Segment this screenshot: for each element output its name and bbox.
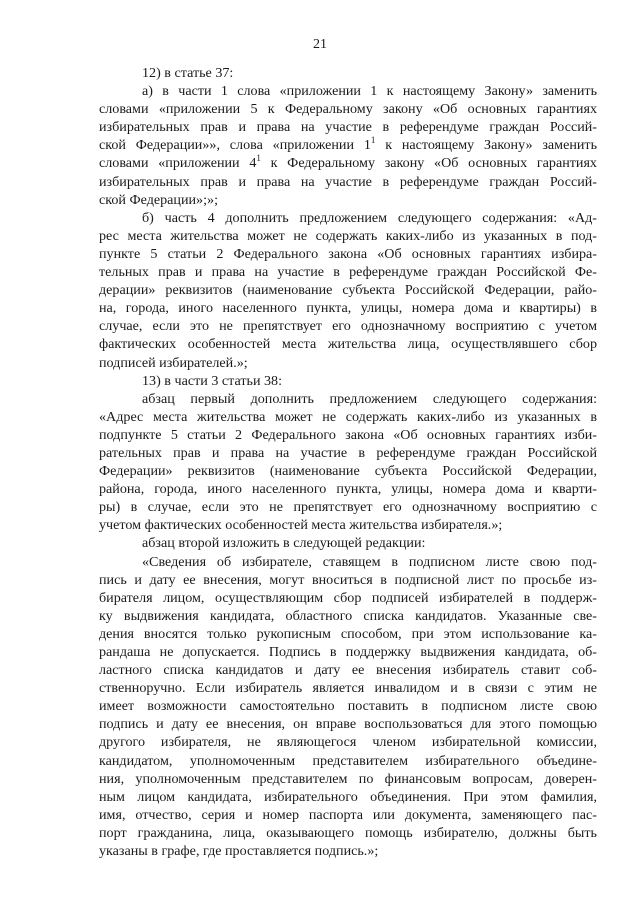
text-line: пись и дату ее внесения, могут вноситься в подписной лист по просьбе из- xyxy=(99,571,597,588)
text-line: «Адрес места жительства может не содержать каких-либо из указанных в xyxy=(99,408,597,425)
text-fragment: к настоящему Закону» заменить xyxy=(375,137,597,154)
text-line: «Сведения об избирателе, ставящем в подписном листе свою под- xyxy=(142,553,597,570)
text-line: абзац первый дополнить предложением следующего содержания: xyxy=(142,390,597,407)
text-line: случае, если это не препятствует его однозначному восприятию с учетом xyxy=(99,318,597,335)
page-number: 21 xyxy=(313,37,327,52)
paragraph-subitem-a xyxy=(99,82,597,209)
text-line: ской Федерации»;»; xyxy=(99,191,218,208)
text-line-with-superscript xyxy=(99,154,597,172)
text-line: избирательных прав и права на участие в референдуме граждан Россий- xyxy=(99,119,597,136)
superscript: 1 xyxy=(370,136,376,146)
text-line: дерации» реквизитов (наименование субъекта Российской Федерации, райо- xyxy=(99,282,597,299)
text-line: другого избирателя, не являющегося членом избирательной комиссии, xyxy=(99,734,597,751)
text-fragment: ской Федерации»», слова «приложении 1 xyxy=(99,137,371,154)
text-line: имя, отчество, серия и номер паспорта или документа, заменяющего пас- xyxy=(99,806,597,823)
text-line: указаны в графе, где проставляется подпись.»; xyxy=(99,843,379,860)
text-line: ластного списка кандидатов и дату ее внесения избиратель ставит соб- xyxy=(99,662,597,679)
text-line: 12) в статье 37: xyxy=(142,65,234,81)
text-line: словами «приложении 5 к Федеральному закону «Об основных гарантиях xyxy=(99,101,597,118)
text-line: имеет возможности самостоятельно поставить в подписном листе свою xyxy=(99,698,597,715)
text-line: пункте 5 статьи 2 Федерального закона «Об основных гарантиях избира- xyxy=(99,245,597,262)
text-line: ры) в случае, если это не препятствует его однозначному восприятию с xyxy=(99,499,597,516)
paragraph-subitem-b xyxy=(99,209,597,372)
text-line: ку выдвижения кандидата, областного списка кандидатов. Указанные све- xyxy=(99,607,597,624)
text-fragment: словами «приложении 4 xyxy=(99,155,257,172)
text-line: 13) в части 3 статьи 38: xyxy=(142,372,283,389)
text-line: б) часть 4 дополнить предложением следующего содержания: «Ад- xyxy=(142,209,597,226)
document-body xyxy=(99,64,597,860)
text-line: ния, уполномоченным представителем по финансовым вопросам, доверен- xyxy=(99,770,597,787)
text-line: района, города, иного населенного пункта, улицы, номера дома и кварти- xyxy=(99,481,597,498)
text-line: порт гражданина, лица, оказывающего помощь избирателю, должны быть xyxy=(99,824,597,841)
text-line: ственноручно. Если избиратель является инвалидом и в связи с этим не xyxy=(99,680,597,697)
paragraph-item-12 xyxy=(99,64,597,82)
text-line: избирательных прав и права на участие в референдуме граждан Россий- xyxy=(99,173,597,190)
text-line: Федерации» реквизитов (наименование субъекта Российской Федерации, xyxy=(99,463,597,480)
text-line-with-superscript xyxy=(99,136,597,154)
text-line: фактических особенностей места жительства лица, осуществлявшего сбор xyxy=(99,336,597,353)
text-line: на, города, иного населенного пункта, улицы, номера дома и квартиры) в xyxy=(99,300,597,317)
paragraph-item-13 xyxy=(99,372,597,390)
paragraph-first-abzac xyxy=(99,390,597,535)
text-line: а) в части 1 слова «приложении 1 к настоящему Закону» заменить xyxy=(142,83,597,100)
text-line: подписей избирателей.»; xyxy=(99,354,248,371)
text-line: кандидатом, уполномоченным представителем избирательного объедине- xyxy=(99,752,597,769)
text-line: рательных прав и права на участие в референдуме граждан Российской xyxy=(99,444,597,461)
text-line: бирателя лицом, осуществляющим сбор подписей избирателей в поддерж- xyxy=(99,589,597,606)
text-fragment: к Федеральному закону «Об основных гарантиях xyxy=(260,155,597,172)
text-line: дения вносятся только рукописным способом, при этом использование ка- xyxy=(99,625,597,642)
paragraph-second-abzac xyxy=(99,534,597,552)
text-line: ным лицом кандидата, избирательного объединения. При этом фамилия, xyxy=(99,788,597,805)
text-line: учетом фактических особенностей места жительства избирателя.»; xyxy=(99,517,503,534)
superscript: 1 xyxy=(256,154,261,164)
text-line: тельных прав и права на участие в референдуме граждан Российской Фе- xyxy=(99,264,597,281)
text-line: рес места жительства может не содержать каких-либо из указанных в под- xyxy=(99,227,597,244)
text-line: абзац второй изложить в следующей редакции: xyxy=(142,535,426,552)
text-line: подпункте 5 статьи 2 Федерального закона «Об основных гарантиях изби- xyxy=(99,426,597,443)
text-line: подпись и дату ее внесения, он вправе воспользоваться для этого помощью xyxy=(99,716,597,733)
paragraph-new-wording xyxy=(99,553,597,861)
text-line: рандаша не допускается. Подпись в поддержку выдвижения кандидата, об- xyxy=(99,644,597,660)
